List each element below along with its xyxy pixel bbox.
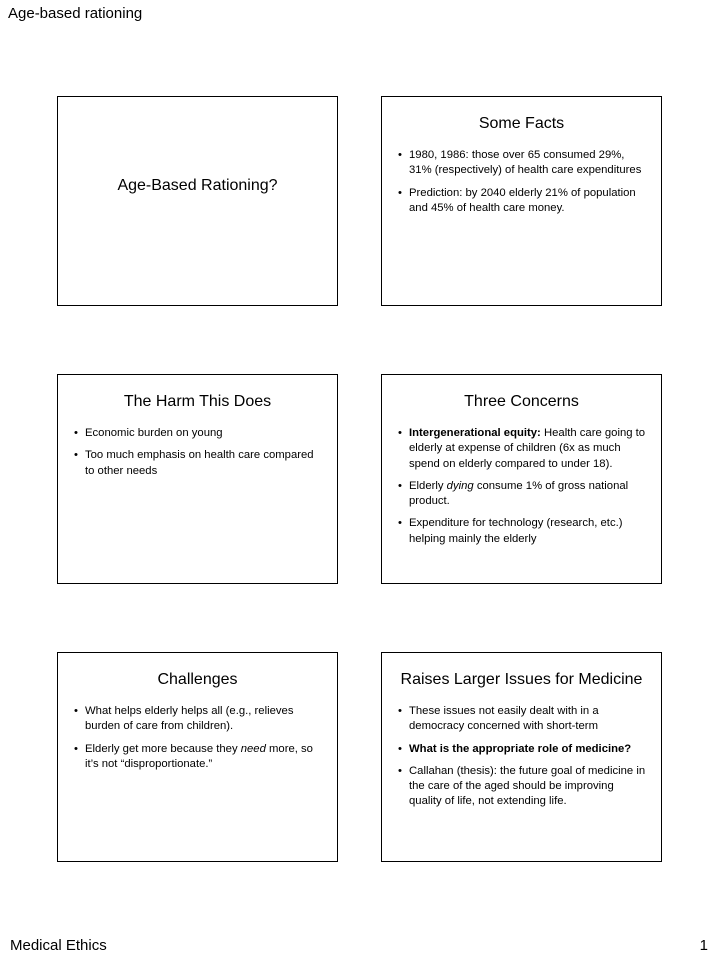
bullet-text: Elderly: [409, 479, 447, 492]
italic-text: dying: [446, 479, 474, 492]
slide-2: [381, 96, 662, 306]
slide-1: [57, 96, 338, 306]
slide-title: Challenges: [157, 671, 238, 688]
bullet-item: • These issues not easily dealt with in a democracy concerned with short-term: [398, 704, 649, 735]
bullet-item: • Callahan (thesis): the future goal of medicine in the care of the aged should be improving quality of life, not extending life.: [398, 764, 649, 810]
bullet-item: • Expenditure for technology (research, etc.) helping mainly the elderly: [398, 516, 649, 547]
bullet-item: [398, 479, 649, 510]
italic-text: need: [240, 742, 266, 755]
slide-5: [57, 652, 338, 862]
bullet-item: • Prediction: by 2040 elderly 21% of population and 45% of health care money.: [398, 186, 649, 217]
bullet-text: Health care going to elderly at expense of children (6x as much spend on elderly compared to under 18).: [409, 427, 646, 470]
bullet-item: • What helps elderly helps all (e.g., relieves burden of care from children).: [74, 704, 325, 735]
bullet-item: [398, 742, 649, 757]
slide-title: Raises Larger Issues for Medicine: [400, 671, 643, 688]
bullet-item: • Too much emphasis on health care compared to other needs: [74, 448, 325, 479]
bullet-item: • Economic burden on young: [74, 426, 325, 441]
page-header: Age-based rationing: [8, 5, 143, 22]
bullet-text: Elderly get more because they: [85, 742, 241, 755]
slide-3: [57, 374, 338, 584]
bold-text: What is the appropriate role of medicine?: [409, 742, 632, 755]
slide-title: Three Concerns: [464, 393, 579, 410]
slide-title: Age-Based Rationing?: [117, 177, 278, 194]
bold-text: Intergenerational equity:: [409, 427, 541, 439]
bullet-text: more, so it’s not “disproportionate.”: [85, 742, 313, 770]
bullet-item: [74, 742, 325, 773]
bullet-text: consume 1% of gross national product.: [409, 479, 629, 508]
slide-title: Some Facts: [478, 115, 565, 132]
bullet-item: [398, 426, 649, 472]
slide-4: [381, 374, 662, 584]
slide-6: [381, 652, 662, 862]
bullet-list: [74, 704, 325, 772]
page-number: 1: [699, 937, 708, 954]
bullet-list: [398, 426, 649, 547]
bullet-item: • 1980, 1986: those over 65 consumed 29%, 31% (respectively) of health care expenditures: [398, 148, 649, 179]
slide-title: The Harm This Does: [123, 393, 272, 410]
page-footer-course: Medical Ethics: [10, 937, 107, 954]
bullet-list: [398, 148, 649, 216]
bullet-list: [74, 426, 325, 479]
bullet-list: [398, 704, 649, 810]
